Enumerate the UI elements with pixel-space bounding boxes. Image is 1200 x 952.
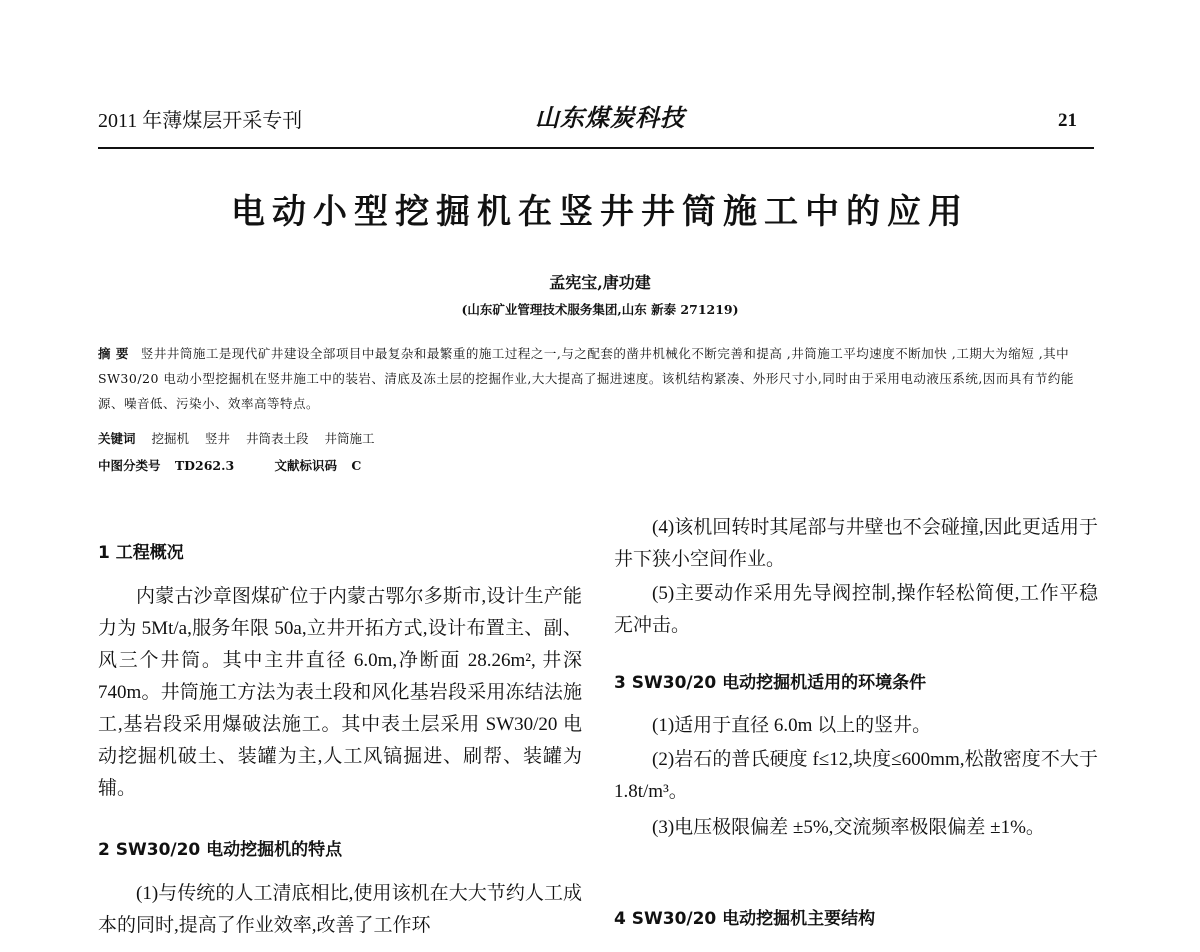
section-4-heading: 4 SW30/20 电动挖掘机主要结构	[614, 909, 876, 929]
feature-4-paragraph: (4)该机回转时其尾部与井壁也不会碰撞,因此更适用于井下狭小空间作业。	[614, 517, 1098, 570]
abstract-text: 竖井井筒施工是现代矿井建设全部项目中最复杂和最繁重的施工过程之一,与之配套的凿井机械化不断完善和提高 ,井筒施工平均速度不断加快 ,工期大为缩短 ,其中 SW30/20 电动小型挖掘机在竖井施工中的装岩、清底及冻土层的挖掘作业,大大提高了掘进速度。该机结构紧凑、外形尺寸小,同时由于采用电动液压系统,因而具有节约能源、噪音低、污染小、效率高等特点。	[98, 346, 1074, 411]
condition-1-paragraph: (1)适用于直径 6.0m 以上的竖井。	[652, 715, 932, 736]
issue-label: 2011 年薄煤层开采专刊	[98, 110, 303, 132]
abstract	[98, 341, 1094, 416]
classification	[98, 456, 371, 474]
keywords-label: 关键词	[98, 431, 136, 446]
condition-2-paragraph: (2)岩石的普氏硬度 f≤12,块度≤600mm,松散密度不大于 1.8t/m³。	[614, 749, 1098, 802]
page-number: 21	[1058, 110, 1077, 131]
keyword-item: 井筒表土段	[246, 431, 309, 446]
doc-code-label: 文献标识码	[274, 458, 338, 473]
abstract-label: 摘 要	[98, 346, 129, 361]
section-2-heading: 2 SW30/20 电动挖掘机的特点	[98, 840, 343, 860]
condition-3-paragraph: (3)电压极限偏差 ±5%,交流频率极限偏差 ±1%。	[652, 817, 1045, 838]
author-affiliation: (山东矿业管理技术服务集团,山东 新泰 271219)	[461, 302, 739, 317]
section-1-paragraph: 内蒙古沙章图煤矿位于内蒙古鄂尔多斯市,设计生产能力为 5Mt/a,服务年限 50a,立井开拓方式,设计布置主、副、风三个井筒。其中主井直径 6.0m,净断面 28.26m², 井深 740m。井筒施工方法为表土段和风化基岩段采用冻结法施工,基岩段采用爆破法施工。其中表土层采用 SW30/20 电动挖掘机破土、装罐为主,人工风镐掘进、刷帮、装罐为辅。	[98, 586, 582, 799]
doc-code-value: C	[351, 458, 362, 473]
article-title: 电动小型挖掘机在竖井井筒施工中的应用	[231, 192, 969, 232]
section-2-paragraph: (1)与传统的人工清底相比,使用该机在大大节约人工成本的同时,提高了作业效率,改善了工作环	[98, 883, 582, 936]
header-divider	[98, 147, 1094, 149]
class-value: TD262.3	[174, 458, 235, 473]
section-3-heading: 3 SW30/20 电动挖掘机适用的环境条件	[614, 673, 927, 693]
class-label: 中图分类号	[98, 458, 161, 473]
feature-5-paragraph: (5)主要动作采用先导阀控制,操作轻松简便,工作平稳无冲击。	[614, 583, 1098, 636]
keywords	[98, 429, 387, 447]
section-1-heading: 1 工程概况	[98, 543, 184, 563]
keyword-item: 竖井	[205, 431, 231, 446]
keyword-item: 井筒施工	[324, 431, 375, 446]
journal-logo: 山东煤炭科技	[535, 103, 685, 132]
keyword-item: 挖掘机	[151, 431, 190, 446]
article-authors: 孟宪宝,唐功建	[549, 273, 651, 292]
